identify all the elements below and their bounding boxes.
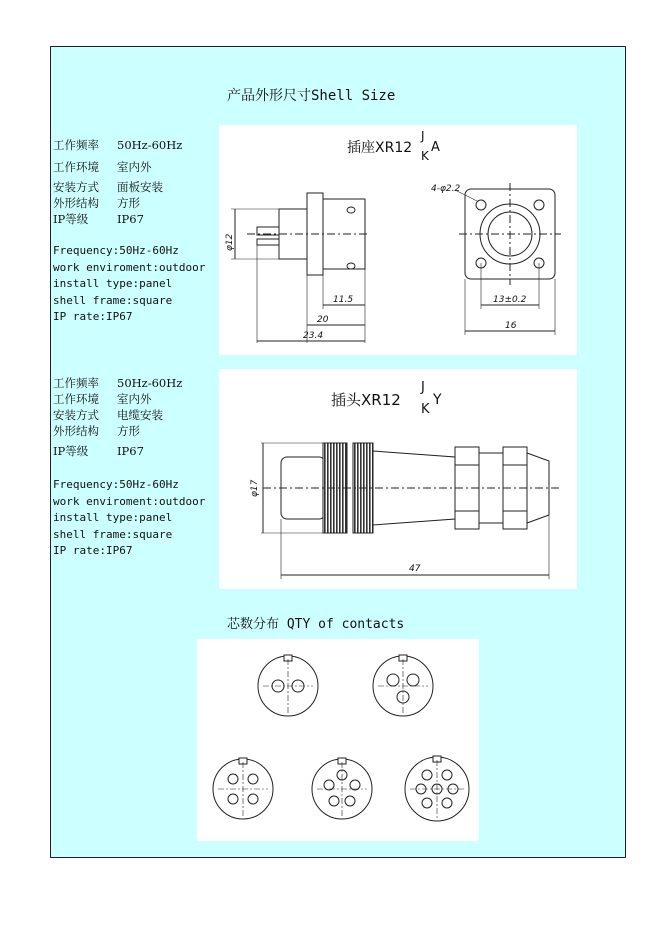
spec-sheet [50,46,626,858]
spec-row: 工作频率 50Hz-60Hz [53,138,183,152]
socket-drawing [219,125,577,355]
spec-row: 外形结构 方形 [53,424,140,438]
spec-row: 外形结构 方形 [53,196,140,210]
dim-d5: 16 [505,321,517,331]
spec-en-line: work enviroment:outdoor [53,494,206,508]
spec-row: 安装方式 电缆安装 [53,408,163,422]
dim-hole: 4-φ2.2 [431,184,461,194]
dim-d4: 13±0.2 [493,295,527,305]
qty-title: 芯数分布 QTY of contacts [227,617,405,632]
contact-layouts-panel [197,639,479,841]
contact-layout-5pin [312,758,372,819]
spec-en-line: install type:panel [53,511,173,524]
plug-drawing-panel [219,369,577,589]
socket-spec-list [53,137,205,326]
plug-spec-list [53,375,205,560]
spec-en-line: work enviroment:outdoor [53,260,206,274]
contact-layouts [197,639,479,841]
contact-layout-4pin [213,758,273,819]
spec-en-line: Frequency:50Hz-60Hz [53,478,179,491]
contact-layout-2pin [258,655,318,716]
spec-row: 工作环境 室内外 [53,392,152,406]
dim-dia: φ12 [225,233,235,251]
spec-row: 工作频率 50Hz-60Hz [53,376,183,390]
spec-en-line: shell frame:square [53,527,173,541]
dim-plug-len: 47 [409,564,421,574]
spec-row: 安装方式 面板安装 [53,180,163,194]
dim-d2: 20 [317,315,329,325]
spec-row: 工作环境 室内外 [53,160,152,174]
contact-layout-3pin [373,655,433,716]
socket-title-bottom: K [421,149,429,163]
dim-plug-dia: φ17 [250,479,260,497]
spec-row: IP等级 IP67 [53,212,144,226]
spec-en-line: IP rate:IP67 [53,310,133,323]
socket-title-suffix: A [431,140,440,155]
spec-en-line: shell frame:square [53,293,173,307]
socket-drawing-panel [219,125,577,355]
spec-row: IP等级 IP67 [53,444,144,458]
dim-d3: 23.4 [303,331,324,341]
dim-d1: 11.5 [333,295,354,305]
contact-layout-7pin [405,756,469,821]
plug-title-bottom: K [421,402,430,417]
spec-en-line: IP rate:IP67 [53,544,133,557]
socket-pin [257,239,279,245]
plug-title-prefix: 插头XR12 [331,391,401,409]
spec-en-line: install type:panel [53,277,173,290]
socket-title-top: J [421,129,425,143]
plug-title-top: J [421,380,425,395]
plug-title-suffix: Y [433,392,442,408]
page-title: 产品外形尺寸Shell Size [227,88,396,104]
spec-en-line: Frequency:50Hz-60Hz [53,244,179,257]
socket-title-prefix: 插座XR12 [347,140,413,156]
plug-drawing [219,369,577,589]
